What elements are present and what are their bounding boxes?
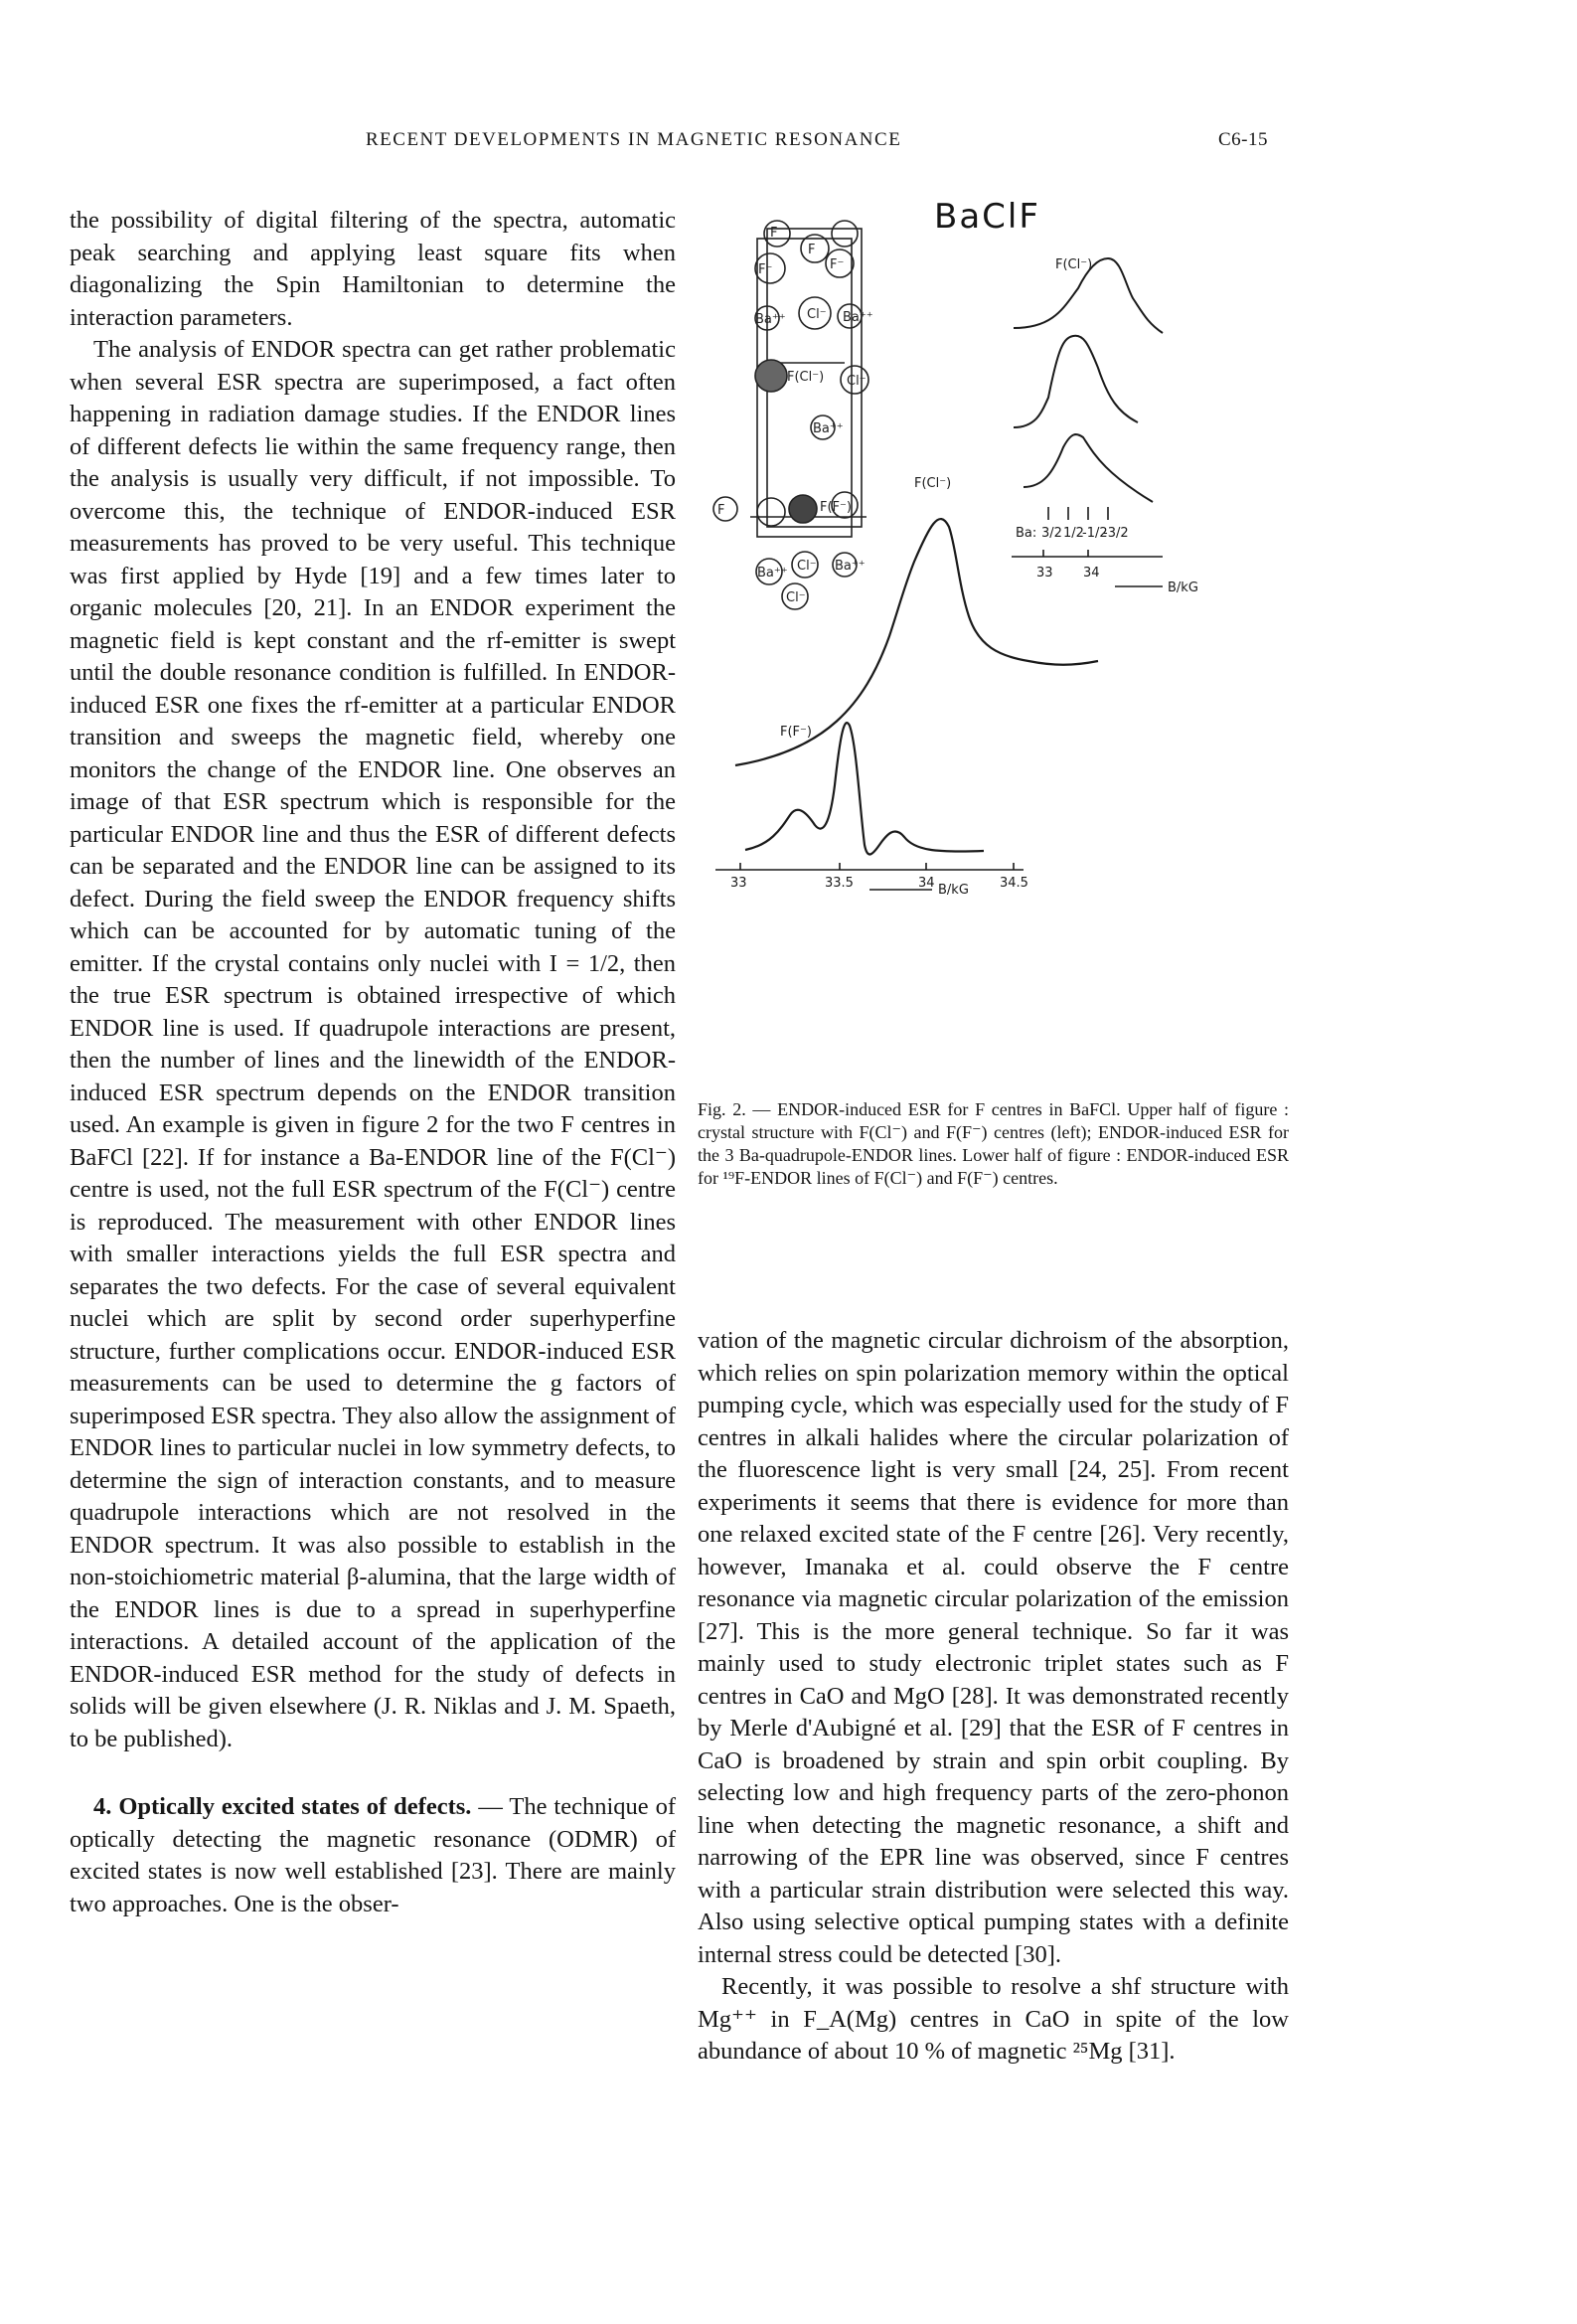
label-fminus: F⁻	[830, 257, 845, 272]
upper-spectra	[1014, 258, 1163, 502]
label-f: F	[770, 226, 778, 241]
running-head: RECENT DEVELOPMENTS IN MAGNETIC RESONANCE	[366, 129, 902, 150]
label-f: F	[717, 503, 725, 518]
label-cl: Cl⁻	[786, 590, 806, 605]
page-number: C6-15	[1218, 129, 1268, 150]
paragraph: The analysis of ENDOR spectra can get rather problematic when several ESR spectra are superimposed, a fact often happening in radiation damage studies. If the ENDOR lines of different defects lie within the same frequency range, then the analysis is usually very difficult, if not impossible. To overcome this, the technique of ENDOR-induced ESR measurements has proved to be very useful. This technique was first applied by Hyde [19] and a few times later to organic molecules [20, 21]. In an ENDOR experiment the magnetic field is kept constant and the rf-emitter is swept until the double resonance condition is fulfilled. In ENDOR-induced ESR one fixes the rf-emitter at a particular ENDOR transition and sweeps the magnetic field, whereby one monitors the change of the ENDOR line. One observes an image of that ESR spectrum which is responsible for the particular ENDOR line and thus the ESR of different defects can be separated and the ENDOR line can be assigned to its defect. During the field sweep the ENDOR frequency shifts which can be accounted for by automatic tuning of the emitter. If the crystal contains only nuclei with I = 1/2, then the true ESR spectrum is obtained irrespective of which ENDOR line is used. If quadrupole interactions are present, then the number of lines and the linewidth of the ENDOR-induced ESR spectrum depends on the ENDOR transition used. An example is given in figure 2 for the two F centres in BaFCl [22]. If for instance a Ba-ENDOR line of the F(Cl⁻) centre is used, not the full ESR spectrum of the F(Cl⁻) centre is reproduced. The measurement with other ENDOR lines with smaller interactions yields the full ESR spectra and separates the two defects. For the case of several equivalent nuclei which are split by second order superhyperfine structure, further complications occur. ENDOR-induced ESR measurements can be used to determine the g factors of superimposed ESR spectra. They also allow the assignment of ENDOR lines to particular nuclei in low symmetry defects, to determine the sign of interaction constants, and to measure quadrupole interactions which are not resolved in the ENDOR spectrum. It was also possible to establish in the non-stoichiometric material β-alumina, that the large width of the ENDOR lines is due to a spread in superhyperfine interactions. A detailed account of the application of the ENDOR-induced ESR method for the study of defects in solids will be given elsewhere (J. R. Niklas and J. M. Spaeth, to be published).	[70, 336, 676, 1752]
caption-text: — ENDOR-induced ESR for F centres in BaFCl. Upper half of figure : crystal structure with F(Cl⁻) and F(F⁻) centres (left); ENDOR-induced ESR for the 3 Ba-quadrupole-ENDOR lines. Lower half of figure : ENDOR-induced ESR for ¹⁹F-ENDOR lines of F(Cl⁻) and F(F⁻) centres.	[698, 1099, 1290, 1188]
label-f: F	[808, 243, 816, 257]
label-fcl: F(Cl⁻)	[787, 370, 825, 385]
crystal-structure	[713, 221, 868, 609]
section-heading: 4. Optically excited states of defects.	[93, 1793, 472, 1820]
section-gap	[70, 1755, 676, 1791]
lower-axis-label: B/kG	[938, 883, 969, 898]
figure-2	[696, 189, 1312, 1064]
label-ff: F(F⁻)	[820, 500, 852, 515]
paragraph: the possibility of digital filtering of the spectra, automatic peak searching and applying least square fits when diagonalizing the Spin Hamiltonian to determine the interaction parameters.	[70, 207, 676, 331]
ba-transition: 1/2	[1063, 526, 1084, 541]
caption-label: Fig. 2.	[698, 1099, 746, 1119]
figure-caption	[698, 1098, 1289, 1190]
lower-label-ff: F(F⁻)	[780, 725, 812, 740]
left-column	[70, 205, 676, 1920]
f-f-centre	[789, 495, 817, 523]
lower-tick-label: 34	[918, 876, 935, 891]
label-ba: Ba⁺⁺	[757, 566, 788, 581]
lower-label-fcl: F(Cl⁻)	[914, 476, 952, 491]
label-ba: Ba⁺⁺	[835, 559, 866, 574]
label-ba: Ba⁺⁺	[755, 312, 786, 327]
f-f-curve	[745, 723, 984, 854]
label-fminus: F⁻	[758, 262, 773, 277]
f-ion	[832, 221, 858, 247]
paragraph: vation of the magnetic circular dichroism of the absorption, which relies on spin polarization memory within the optical pumping cycle, which was especially used for the study of F centres in alkali halides where the circular polarization of the fluorescence light is very small [24, 25]. From recent experiments it seems that there is evidence for more than one relaxed excited state of the F centre [26]. Very recently, however, Imanaka et al. could observe the F centre resonance via magnetic circular polarization of the emission [27]. This is the more general technique. So far it was mainly used to study electronic triplet states such as F centres in CaO and MgO [28]. It was demonstrated recently by Merle d'Aubigné et al. [29] that the ESR of F centres in CaO is broadened by strain and spin orbit coupling. By selecting low and high frequency parts of the zero-phonon line when detecting the magnetic resonance, a shift and narrowing of the EPR line was observed, since F centres with a particular strain distribution were selected this way. Also using selective optical pumping states with a definite internal stress could be detected [30].	[698, 1327, 1289, 1968]
lower-tick-label: 33	[730, 876, 747, 891]
label-cl: Cl⁻	[807, 307, 827, 322]
paragraph: Recently, it was possible to resolve a shf structure with Mg⁺⁺ in F_A(Mg) centres in CaO in spite of the low abundance of about 10 % of magnetic ²⁵Mg [31].	[698, 1973, 1289, 2065]
ba-transition: 3/2	[1041, 526, 1062, 541]
label-cl: Cl⁻	[847, 374, 867, 389]
f-cl-centre	[755, 360, 787, 392]
f-ion	[757, 498, 785, 526]
upper-axis-label: B/kG	[1168, 581, 1198, 595]
lower-tick-label: 33.5	[825, 876, 854, 891]
ba-transition: -3/2	[1103, 526, 1129, 541]
figure-title: BaClF	[934, 197, 1040, 237]
right-column	[698, 1325, 1289, 2069]
page-header	[0, 129, 1577, 159]
paragraph-text: — The technique of optically detecting the magnetic resonance (ODMR) of excited states is now well established [23]. There are mainly two approaches. One is the obser-	[70, 1793, 676, 1917]
upper-tick-label: 33	[1036, 566, 1053, 581]
upper-tick-label: 34	[1083, 566, 1100, 581]
label-cl: Cl⁻	[797, 559, 817, 574]
ba-transition: -1/2	[1082, 526, 1108, 541]
lower-tick-label: 34.5	[1000, 876, 1028, 891]
lower-axis	[715, 863, 1024, 890]
ba-endor-curve-3	[1024, 434, 1153, 502]
figure-graphics	[696, 189, 1312, 1064]
ba-endor-curve-2	[1014, 336, 1138, 427]
label-ba: Ba⁺⁺	[813, 421, 844, 436]
section-paragraph	[70, 1791, 676, 1920]
label-ba: Ba⁺⁺	[843, 310, 873, 325]
ba-prefix: Ba:	[1016, 526, 1037, 541]
upper-curve-label: F(Cl⁻)	[1055, 257, 1093, 272]
